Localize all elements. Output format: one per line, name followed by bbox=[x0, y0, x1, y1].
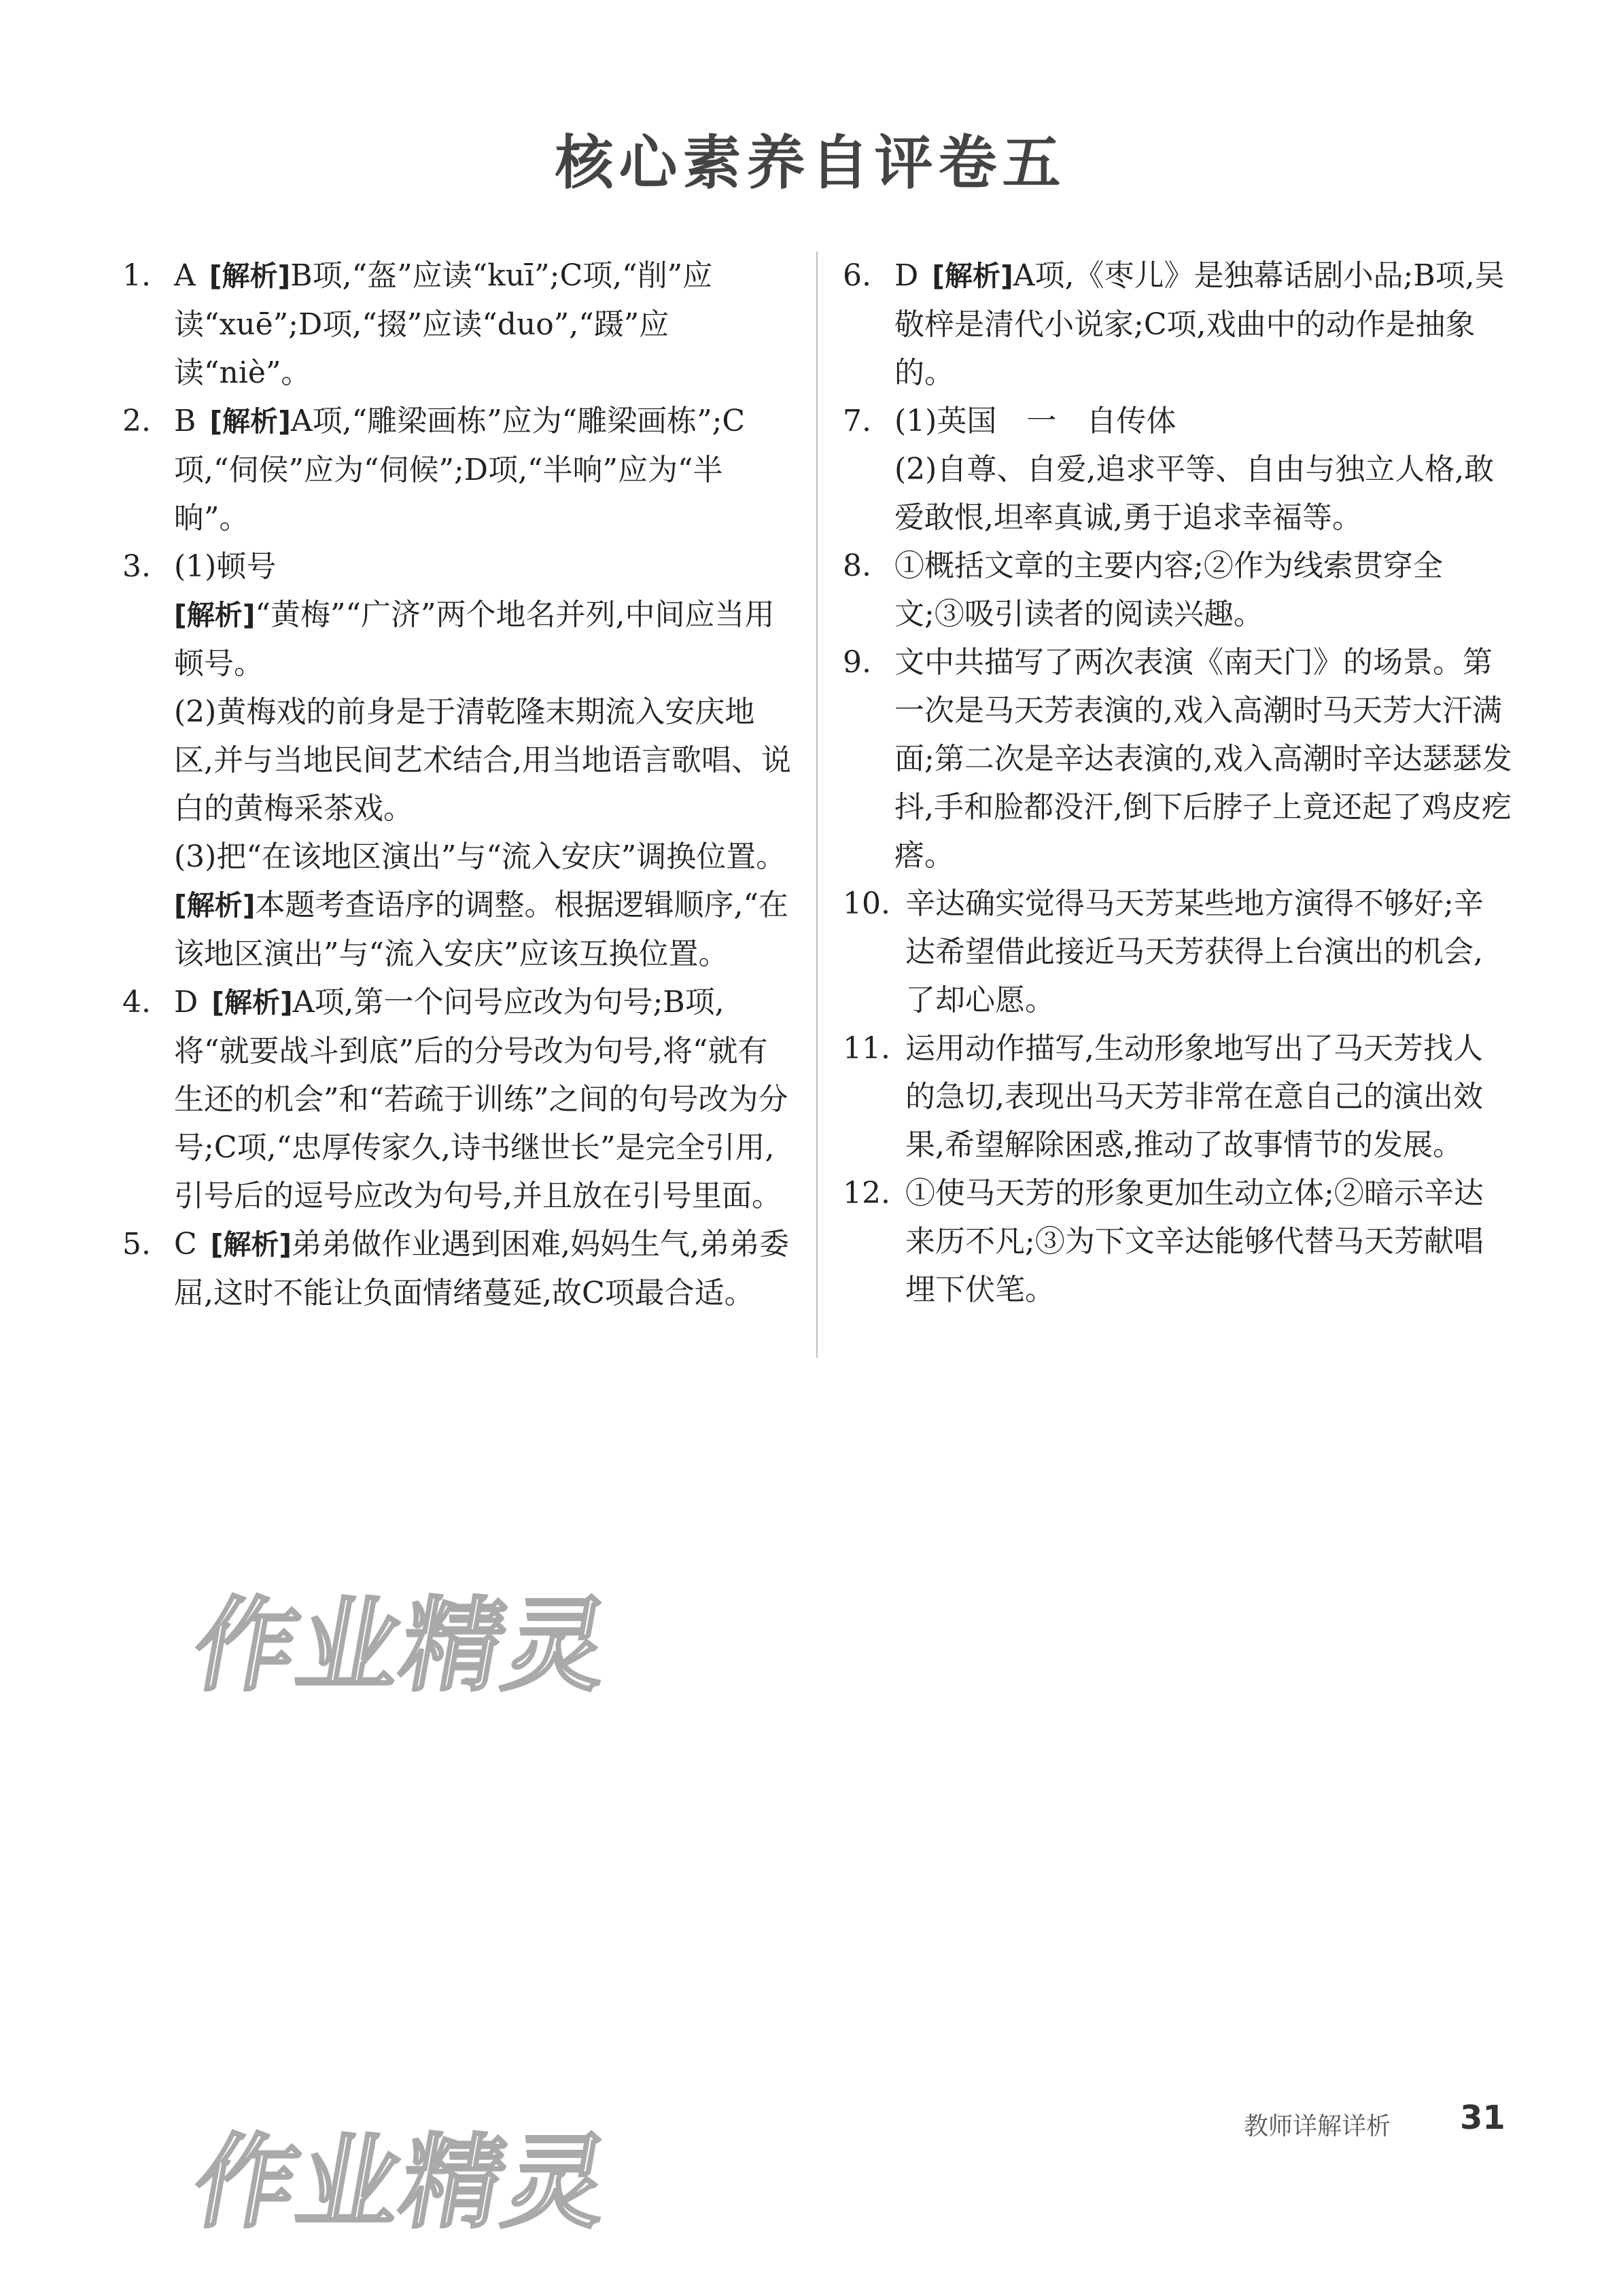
analysis-text: A项,《枣儿》是独幕话剧小品;B项,吴敬梓是清代小说家;C项,戏曲中的动作是抽象的。 bbox=[894, 258, 1505, 390]
analysis-tag: [解析] bbox=[932, 260, 1013, 292]
answer-text: 运用动作描写,生动形象地写出了马天芳找人的急切,表现出马天芳非常在意自己的演出效果,希望解除困惑,推动了故事情节的发展。 bbox=[905, 1031, 1483, 1162]
analysis-text: “黄梅”“广济”两个地名并列,中间应当用顿号。 bbox=[174, 597, 775, 681]
question-number: 2. bbox=[122, 404, 151, 438]
analysis-text: B项,“盔”应读“kuī”;C项,“削”应读“xuē”;D项,“掇”应读“duo”,“蹑”应读“niè”。 bbox=[174, 258, 713, 390]
answer-6 bbox=[843, 251, 1512, 397]
answer-9 bbox=[843, 638, 1512, 880]
page-number: 31 bbox=[1460, 2099, 1505, 2137]
answer-4 bbox=[122, 978, 792, 1220]
sub-analysis bbox=[174, 881, 792, 978]
answer-5 bbox=[122, 1220, 792, 1317]
answer-3 bbox=[122, 542, 792, 978]
column-divider bbox=[816, 251, 818, 1358]
answer-text: 文中共描写了两次表演《南天门》的场景。第一次是马天芳表演的,戏入高潮时马天芳大汗满面;第二次是辛达表演的,戏入高潮时辛达瑟瑟发抖,手和脸都没汗,倒下后脖子上竟还起了鸡皮疙瘩。 bbox=[894, 645, 1512, 873]
analysis-text: 弟弟做作业遇到困难,妈妈生气,弟弟委屈,这时不能让负面情绪蔓延,故C项最合适。 bbox=[174, 1227, 790, 1310]
sub-answer: (1)顿号 bbox=[174, 549, 277, 584]
question-number: 7. bbox=[843, 404, 871, 438]
analysis-text: A项,第一个问号应改为句号;B项,将“就要战斗到底”后的分号改为句号,将“就有生还的机会”和“若疏于训练”之间的句号改为分号;C项,“忠厚传家久,诗书继世长”是完全引用,引号后的逗号应改为句号,并且放在引号里面。 bbox=[174, 985, 788, 1213]
answer-11 bbox=[843, 1024, 1512, 1169]
question-number: 11. bbox=[843, 1031, 890, 1066]
answer-10 bbox=[843, 880, 1512, 1024]
question-number: 5. bbox=[122, 1227, 151, 1262]
question-number: 12. bbox=[843, 1176, 890, 1211]
answer-8 bbox=[843, 542, 1512, 638]
left-column bbox=[122, 251, 792, 1317]
answer-text: ①使马天芳的形象更加生动立体;②暗示辛达来历不凡;③为下文辛达能够代替马天芳献唱埋下伏笔。 bbox=[905, 1176, 1484, 1307]
answer-choice: A bbox=[174, 258, 196, 293]
question-number: 10. bbox=[843, 886, 890, 921]
analysis-tag: [解析] bbox=[209, 405, 291, 438]
analysis-tag: [解析] bbox=[174, 599, 256, 631]
analysis-tag: [解析] bbox=[211, 986, 293, 1019]
watermark-logo: 作业精灵 bbox=[185, 2124, 619, 2242]
analysis-tag: [解析] bbox=[174, 889, 256, 922]
sub-answer: (2)黄梅戏的前身是于清乾隆末期流入安庆地区,并与当地民间艺术结合,用当地语言歌唱、说白的黄梅采茶戏。 bbox=[174, 695, 791, 826]
sub-answer: (2)自尊、自爱,追求平等、自由与独立人格,敢爱敢恨,坦率真诚,勇于追求幸福等。 bbox=[894, 452, 1495, 535]
answer-text: ①概括文章的主要内容;②作为线索贯穿全文;③吸引读者的阅读兴趣。 bbox=[894, 549, 1443, 631]
answer-choice: B bbox=[174, 404, 196, 438]
page-title: 核心素养自评卷五 bbox=[555, 129, 1066, 197]
answer-2 bbox=[122, 397, 792, 542]
question-number: 6. bbox=[843, 258, 871, 293]
question-number: 9. bbox=[843, 645, 871, 680]
analysis-text: A项,“雕梁画栋”应为“雕梁画栋”;C项,“伺侯”应为“伺候”;D项,“半响”应为“半晌”。 bbox=[174, 404, 746, 536]
watermark-logo: 作业精灵 bbox=[185, 1587, 619, 1705]
answer-choice: C bbox=[174, 1227, 197, 1262]
sub-analysis bbox=[174, 591, 792, 688]
answer-choice: D bbox=[174, 985, 198, 1020]
question-number: 4. bbox=[122, 985, 151, 1020]
footer-label: 教师详解详析 bbox=[1244, 2112, 1391, 2140]
question-number: 3. bbox=[122, 549, 151, 584]
answer-7 bbox=[843, 397, 1512, 542]
right-column bbox=[843, 251, 1512, 1314]
question-number: 8. bbox=[843, 549, 871, 583]
sub-answer: (3)把“在该地区演出”与“流入安庆”调换位置。 bbox=[174, 839, 786, 874]
answer-12 bbox=[843, 1169, 1512, 1314]
answer-text: 辛达确实觉得马天芳某些地方演得不够好;辛达希望借此接近马天芳获得上台演出的机会,了却心愿。 bbox=[905, 886, 1484, 1017]
question-number: 1. bbox=[122, 258, 151, 293]
analysis-tag: [解析] bbox=[210, 1228, 292, 1261]
answer-choice: D bbox=[894, 258, 919, 293]
analysis-text: 本题考查语序的调整。根据逻辑顺序,“在该地区演出”与“流入安庆”应该互换位置。 bbox=[174, 888, 788, 971]
answer-1 bbox=[122, 251, 792, 397]
analysis-tag: [解析] bbox=[209, 260, 291, 292]
sub-answer: (1)英国 一 自传体 bbox=[894, 404, 1176, 438]
